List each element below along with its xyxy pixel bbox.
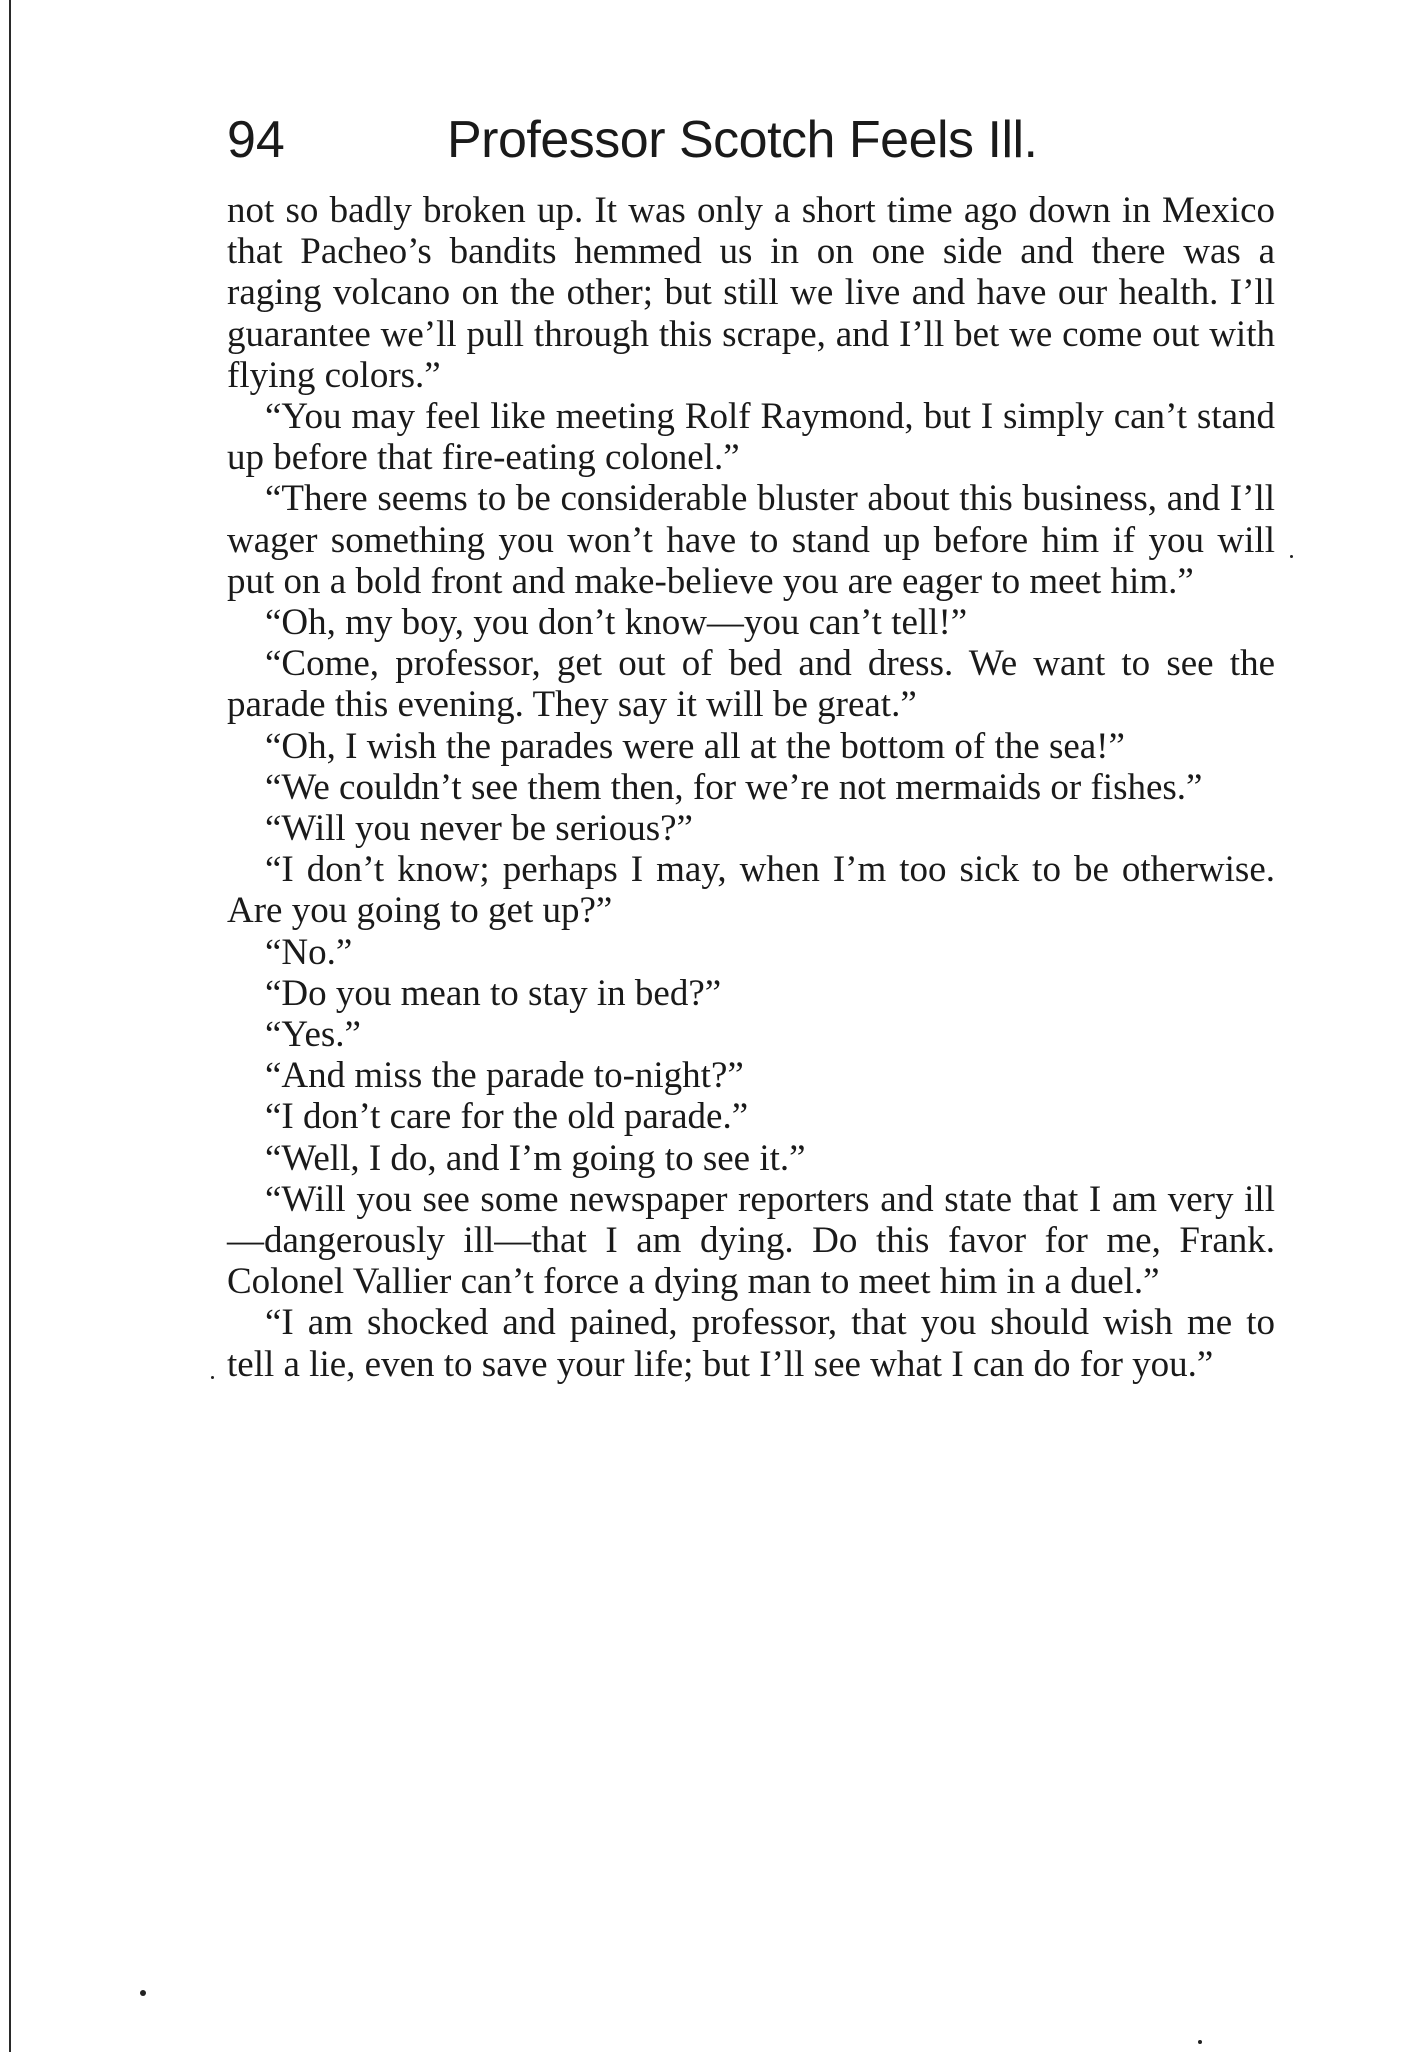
page-number: 94	[227, 111, 285, 169]
paragraph-12: “Yes.”	[265, 1014, 361, 1056]
scan-speck	[211, 1376, 214, 1379]
paragraph-2: “You may feel like meeting Rolf Raymond, but I simply can’t stand up before that fire-eating colonel.”	[227, 396, 1275, 479]
paragraph-14: “I don’t care for the old parade.”	[265, 1096, 749, 1138]
body-text	[227, 190, 1275, 1385]
book-page	[227, 100, 1275, 1385]
paragraph-11: “Do you mean to stay in bed?”	[265, 972, 722, 1014]
paragraph-16: “Will you see some newspaper reporters and state that I am very ill—dangerously ill—that I am dying. Do this favor for me, Frank. Colonel Vallier can’t force a dying man to meet him in a duel.”	[227, 1178, 1275, 1303]
paragraph-9: “I don’t know; perhaps I may, when I’m too sick to be otherwise. Are you going to get up?”	[227, 849, 1275, 932]
paragraph-13: “And miss the parade to-night?”	[265, 1055, 744, 1097]
page-header	[227, 100, 1275, 180]
running-head: Professor Scotch Feels Ill.	[447, 111, 1038, 169]
paragraph-15: “Well, I do, and I’m going to see it.”	[265, 1137, 806, 1179]
scan-speck	[1290, 555, 1293, 558]
paragraph-4: “Oh, my boy, you don’t know—you can’t tell!”	[265, 602, 968, 644]
page-edge-rule	[9, 0, 11, 2052]
scan-speck	[1198, 2040, 1202, 2044]
paragraph-5: “Come, professor, get out of bed and dress. We want to see the parade this evening. They say it will be great.”	[227, 643, 1275, 726]
paragraph-8: “Will you never be serious?”	[265, 808, 693, 850]
paragraph-10: “No.”	[265, 931, 353, 973]
paragraph-17: “I am shocked and pained, professor, that you should wish me to tell a lie, even to save your life; but I’ll see what I can do for you.”	[227, 1302, 1275, 1385]
paragraph-3: “There seems to be considerable bluster about this business, and I’ll wager something you won’t have to stand up before him if you will put on a bold front and make-believe you are eager to meet him.”	[227, 478, 1275, 602]
paragraph-6: “Oh, I wish the parades were all at the bottom of the sea!”	[265, 725, 1125, 767]
paragraph-7: “We couldn’t see them then, for we’re not mermaids or fishes.”	[265, 766, 1203, 808]
paragraph-1: not so badly broken up. It was only a short time ago down in Mexico that Pacheo’s bandits hemmed us in on one side and there was a raging volcano on the other; but still we live and have our health. I’ll guarantee we’ll pull through this scrape, and I’ll bet we come out with flying colors.”	[227, 190, 1275, 396]
scan-speck	[140, 1990, 146, 1996]
